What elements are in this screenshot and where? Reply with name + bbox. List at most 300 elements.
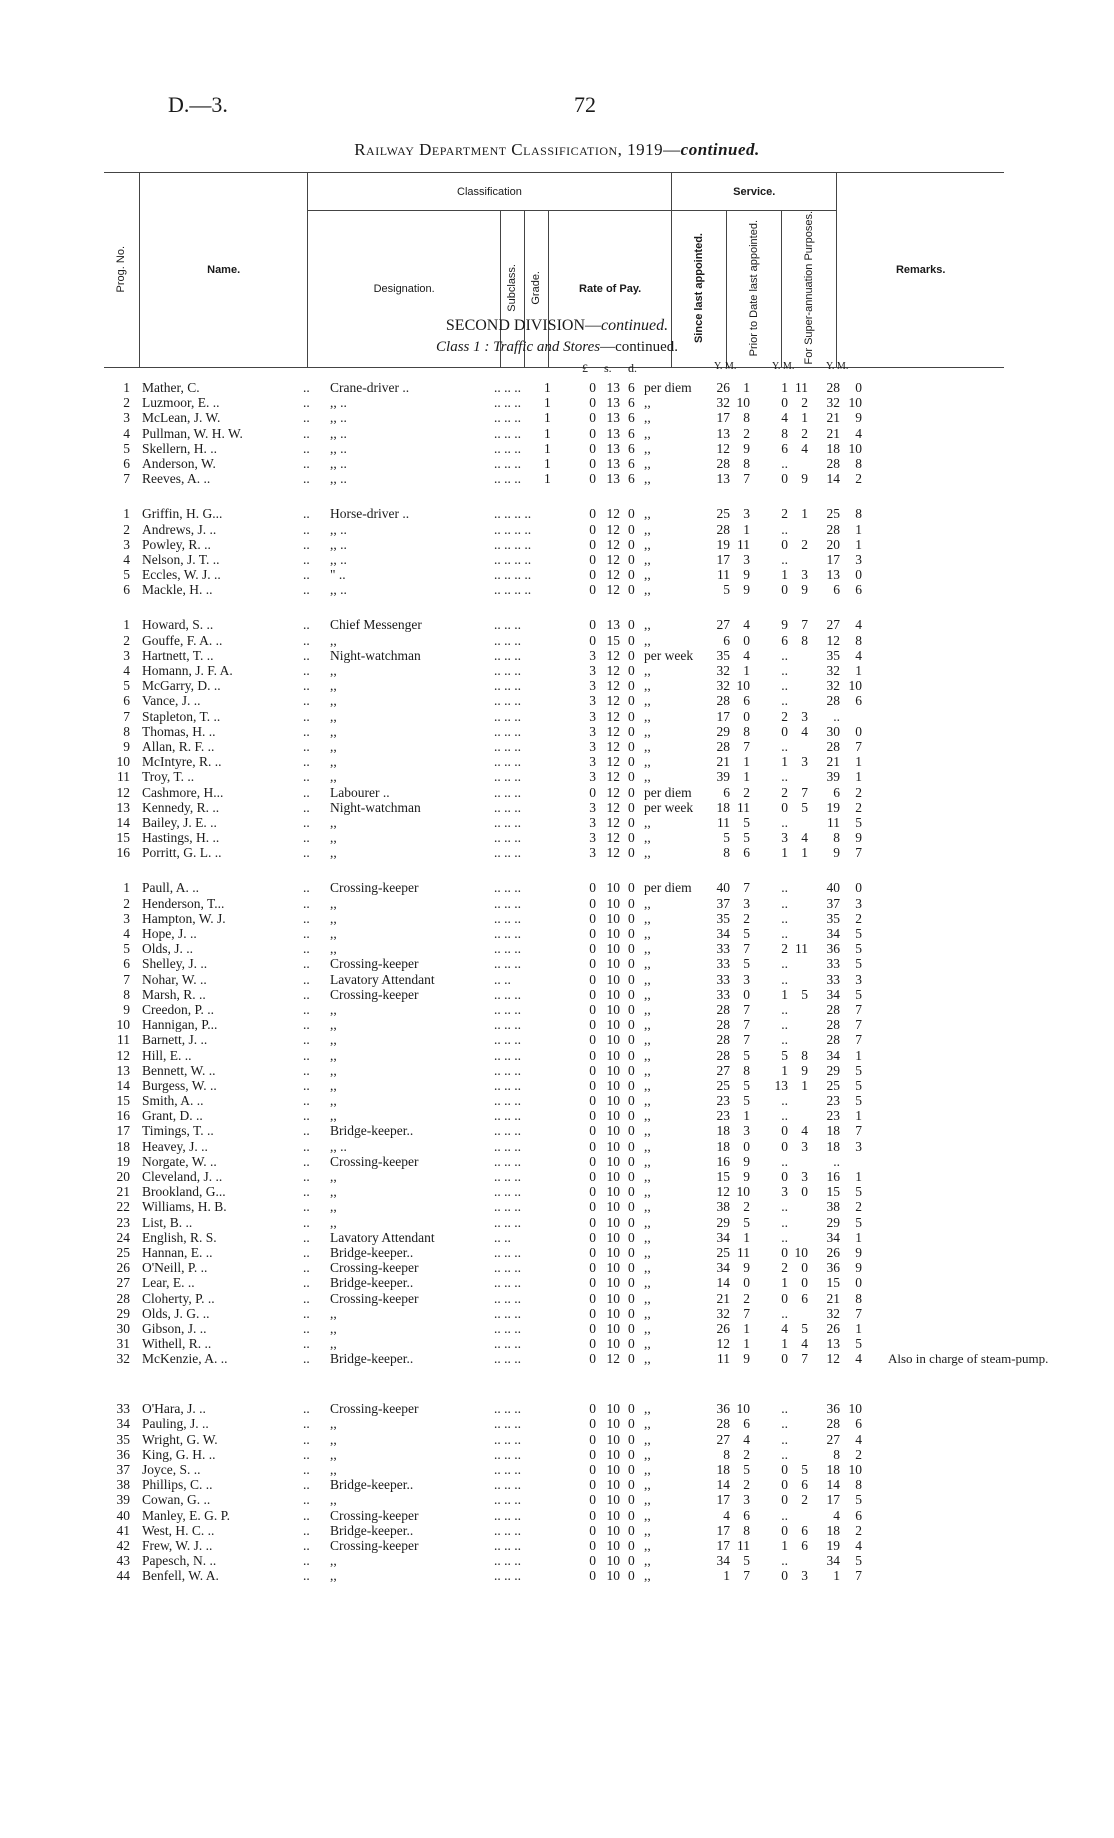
table-row (0, 633, 1114, 648)
rate-shillings: 10 (606, 1431, 620, 1447)
prog-no: 44 (116, 1568, 130, 1584)
leader-dots: .. .. .. (494, 1446, 521, 1462)
prog-no: 37 (116, 1462, 130, 1477)
since-years: 29 (716, 1214, 730, 1230)
since-months: 7 (743, 471, 750, 487)
prior-years: 4 (781, 410, 788, 426)
since-months: 11 (737, 1244, 750, 1260)
staff-name: Norgate, W. .. (142, 1153, 217, 1169)
prior-years: .. (781, 521, 788, 537)
prog-no: 17 (116, 1123, 130, 1139)
table-row (0, 1017, 1114, 1032)
since-months: 6 (743, 1507, 750, 1523)
header-since-last: Since last appointed. (672, 211, 727, 368)
table-row (0, 1447, 1114, 1462)
staff-name: Pauling, J. .. (142, 1416, 209, 1432)
rate-shillings: 12 (606, 830, 620, 846)
table-row (0, 395, 1114, 410)
prog-no: 43 (116, 1553, 130, 1569)
prog-no: 2 (123, 895, 130, 911)
super-months: 1 (855, 1229, 862, 1245)
prog-no: 5 (123, 678, 130, 694)
table-row (0, 426, 1114, 441)
rate-shillings: 10 (606, 1017, 620, 1033)
since-years: 17 (716, 1537, 730, 1553)
prior-years: 0 (781, 1244, 788, 1260)
since-years: 17 (716, 551, 730, 567)
table-row (0, 1538, 1114, 1553)
super-months: 6 (855, 693, 862, 709)
super-years: 36 (826, 1260, 840, 1276)
super-years: 33 (826, 971, 840, 987)
document-reference: D.—3. (168, 92, 228, 117)
prior-years: .. (781, 1507, 788, 1523)
leader-dots: .. (303, 1568, 310, 1584)
super-years: 17 (826, 551, 840, 567)
prog-no: 22 (116, 1199, 130, 1215)
rate-shillings: 12 (606, 799, 620, 815)
table-row (0, 1230, 1114, 1245)
designation: ,, (330, 1184, 337, 1200)
super-months: 10 (848, 395, 862, 411)
super-months: 9 (855, 410, 862, 426)
rate-shillings: 12 (606, 647, 620, 663)
leader-dots: .. .. (494, 1229, 511, 1245)
table-row (0, 1063, 1114, 1078)
super-years: 32 (826, 395, 840, 411)
prog-no: 33 (116, 1401, 130, 1417)
table-row (0, 941, 1114, 956)
leader-dots: .. .. .. (494, 723, 521, 739)
staff-name: Pullman, W. H. W. (142, 425, 243, 441)
rate-pounds: 0 (589, 1214, 596, 1230)
since-months: 1 (743, 754, 750, 770)
prior-years: 0 (781, 582, 788, 598)
rate-period: ,, (644, 1077, 651, 1093)
rate-pounds: 0 (589, 440, 596, 456)
rate-period: ,, (644, 1507, 651, 1523)
designation: Crossing-keeper (330, 956, 419, 972)
designation: ,, (330, 1214, 337, 1230)
super-years: 32 (826, 678, 840, 694)
leader-dots: .. .. .. (494, 910, 521, 926)
prior-months: 1 (801, 506, 808, 522)
prior-years: 1 (781, 1275, 788, 1291)
super-years: 34 (826, 1553, 840, 1569)
page-number: 72 (574, 92, 596, 117)
since-years: 21 (716, 1290, 730, 1306)
since-months: 3 (743, 1123, 750, 1139)
leader-dots: .. (303, 1169, 310, 1184)
since-months: 1 (743, 769, 750, 785)
super-years: 34 (826, 926, 840, 941)
super-months: 4 (855, 617, 862, 633)
leader-dots: .. (303, 926, 310, 941)
since-years: 28 (716, 738, 730, 754)
rate-shillings: 12 (606, 567, 620, 583)
super-years: 18 (826, 440, 840, 456)
rate-shillings: 10 (606, 941, 620, 957)
prior-years: 0 (781, 1351, 788, 1367)
prior-months: 1 (801, 1077, 808, 1093)
rate-period: ,, (644, 1017, 651, 1033)
rate-pounds: 0 (589, 1507, 596, 1523)
rate-pounds: 0 (589, 1401, 596, 1417)
rate-pounds: 0 (589, 895, 596, 911)
super-months: 10 (848, 440, 862, 456)
staff-name: Griffin, H. G... (142, 506, 223, 522)
staff-name: Reeves, A. .. (142, 471, 211, 487)
super-months: 0 (855, 380, 862, 395)
rate-pounds: 0 (589, 1047, 596, 1063)
leader-dots: .. .. .. (494, 814, 521, 830)
rate-pence: 0 (628, 910, 635, 926)
designation: ,, (330, 1077, 337, 1093)
leader-dots: .. .. .. (494, 799, 521, 815)
super-months: 3 (855, 971, 862, 987)
prior-years: 0 (781, 1123, 788, 1139)
prior-months: 7 (801, 1351, 808, 1367)
prog-no: 28 (116, 1290, 130, 1306)
super-months: 2 (855, 784, 862, 800)
super-months: 5 (855, 986, 862, 1002)
rate-shillings: 10 (606, 1320, 620, 1336)
leader-dots: .. .. .. (494, 1032, 521, 1048)
since-months: 3 (743, 895, 750, 911)
prog-no: 12 (116, 1047, 130, 1063)
super-years: 9 (833, 845, 840, 861)
leader-dots: .. (303, 799, 310, 815)
since-months: 8 (743, 723, 750, 739)
since-years: 34 (716, 1229, 730, 1245)
leader-dots: .. (303, 410, 310, 426)
rate-pounds: 0 (589, 1001, 596, 1017)
rate-pence: 0 (628, 1017, 635, 1033)
since-years: 35 (716, 647, 730, 663)
designation: Crossing-keeper (330, 1290, 419, 1306)
table-row (0, 1553, 1114, 1568)
rate-pounds: 3 (589, 769, 596, 785)
super-years: 16 (826, 1169, 840, 1184)
rate-period: ,, (644, 1477, 651, 1493)
staff-name: Smith, A. .. (142, 1093, 204, 1109)
rate-pounds: 0 (589, 971, 596, 987)
table-row (0, 1477, 1114, 1492)
since-months: 2 (743, 1290, 750, 1306)
table-row (0, 1508, 1114, 1523)
rate-period: ,, (644, 1244, 651, 1260)
prior-years: .. (781, 971, 788, 987)
since-years: 29 (716, 723, 730, 739)
leader-dots: .. .. .. (494, 1568, 521, 1584)
leader-dots: .. .. .. (494, 663, 521, 678)
prior-months: 5 (801, 986, 808, 1002)
table-row (0, 582, 1114, 597)
super-years: 12 (826, 1351, 840, 1367)
leader-dots: .. (303, 567, 310, 583)
rate-shillings: 10 (606, 1093, 620, 1109)
since-months: 5 (743, 830, 750, 846)
super-years: 28 (826, 521, 840, 537)
since-months: 3 (743, 551, 750, 567)
super-months: 1 (855, 521, 862, 537)
super-years: 28 (826, 1017, 840, 1033)
rate-shillings: 12 (606, 754, 620, 770)
rate-period: ,, (644, 1553, 651, 1569)
rate-period: ,, (644, 1093, 651, 1109)
staff-name: Skellern, H. .. (142, 440, 217, 456)
rate-pence: 6 (628, 395, 635, 411)
leader-dots: .. (303, 769, 310, 785)
rate-shillings: 13 (606, 471, 620, 487)
header-classification: Classification (307, 173, 671, 211)
leader-dots: .. (303, 986, 310, 1002)
super-months: 5 (855, 1184, 862, 1200)
rate-period: ,, (644, 769, 651, 785)
prior-years: 5 (781, 1047, 788, 1063)
rate-pounds: 0 (589, 1184, 596, 1200)
prior-years: .. (781, 738, 788, 754)
since-months: 3 (743, 1492, 750, 1508)
super-months: 4 (855, 1351, 862, 1367)
rate-pounds: 3 (589, 708, 596, 724)
designation: Night-watchman (330, 799, 421, 815)
leader-dots: .. (303, 1199, 310, 1215)
since-years: 11 (717, 814, 730, 830)
since-months: 4 (743, 617, 750, 633)
rate-shillings: 10 (606, 1244, 620, 1260)
designation: ,, (330, 1199, 337, 1215)
leader-dots: .. .. .. (494, 1108, 521, 1124)
rate-pounds: 0 (589, 1169, 596, 1184)
super-years: 28 (826, 1416, 840, 1432)
super-months: 2 (855, 1522, 862, 1538)
rate-period: ,, (644, 1522, 651, 1538)
since-years: 39 (716, 769, 730, 785)
since-years: 13 (716, 425, 730, 441)
since-months: 5 (743, 926, 750, 941)
designation: ,, (330, 1305, 337, 1321)
rate-pounds: 0 (589, 1446, 596, 1462)
rate-pence: 6 (628, 471, 635, 487)
leader-dots: .. (303, 1001, 310, 1017)
grade: 1 (544, 395, 551, 411)
prior-years: .. (781, 1032, 788, 1048)
since-months: 9 (743, 1153, 750, 1169)
table-row (0, 617, 1114, 632)
table-row (0, 926, 1114, 941)
rate-period: ,, (644, 1184, 651, 1200)
staff-name: Eccles, W. J. .. (142, 567, 221, 583)
prior-months: 2 (801, 425, 808, 441)
leader-dots: .. (303, 1477, 310, 1493)
grade: 1 (544, 380, 551, 395)
prior-years: .. (781, 1229, 788, 1245)
prog-no: 18 (116, 1138, 130, 1154)
rate-pounds: 0 (589, 395, 596, 411)
rate-period: ,, (644, 723, 651, 739)
rate-period: ,, (644, 663, 651, 678)
prior-years: .. (781, 1017, 788, 1033)
staff-group (0, 617, 1114, 860)
leader-dots: .. .. .. .. (494, 582, 532, 598)
designation: Horse-driver .. (330, 506, 410, 522)
rate-shillings: 10 (606, 1123, 620, 1139)
leader-dots: .. .. .. (494, 1260, 521, 1276)
leader-dots: .. .. .. (494, 395, 521, 411)
super-months: 8 (855, 506, 862, 522)
super-years: 18 (826, 1522, 840, 1538)
rate-shillings: 10 (606, 971, 620, 987)
rate-shillings: 10 (606, 1001, 620, 1017)
rate-pence: 0 (628, 1462, 635, 1477)
rate-pounds: 0 (589, 536, 596, 552)
table-row (0, 785, 1114, 800)
prog-no: 7 (123, 971, 130, 987)
rate-pence: 0 (628, 895, 635, 911)
since-months: 1 (743, 663, 750, 678)
rate-pounds: 0 (589, 1305, 596, 1321)
rate-shillings: 12 (606, 582, 620, 598)
prior-years: 0 (781, 1568, 788, 1584)
super-months: 9 (855, 1260, 862, 1276)
designation: ,, (330, 941, 337, 957)
rate-pence: 0 (628, 647, 635, 663)
rate-pounds: 0 (589, 1260, 596, 1276)
rate-period: ,, (644, 926, 651, 941)
rate-period: ,, (644, 1336, 651, 1352)
designation: ,, .. (330, 551, 347, 567)
leader-dots: .. (303, 678, 310, 694)
table-row (0, 1078, 1114, 1093)
since-years: 25 (716, 1244, 730, 1260)
rate-pence: 0 (628, 1275, 635, 1291)
grade: 1 (544, 455, 551, 471)
designation: Bridge-keeper.. (330, 1351, 414, 1367)
prior-years: .. (781, 1401, 788, 1417)
remark: Also in charge of steam-pump. (888, 1351, 1049, 1367)
prior-months: 2 (801, 1492, 808, 1508)
since-years: 32 (716, 395, 730, 411)
prior-years: .. (781, 1416, 788, 1432)
designation: ,, (330, 1568, 337, 1584)
staff-group (0, 1401, 1114, 1583)
rate-shillings: 10 (606, 956, 620, 972)
leader-dots: .. (303, 471, 310, 487)
designation: Bridge-keeper.. (330, 1123, 414, 1139)
super-years: 25 (826, 506, 840, 522)
table-row (0, 567, 1114, 582)
prior-years: 9 (781, 617, 788, 633)
designation: ,, .. (330, 1138, 347, 1154)
prog-no: 6 (123, 693, 130, 709)
prog-no: 20 (116, 1169, 130, 1184)
rate-pounds: 0 (589, 632, 596, 648)
prior-months: 6 (801, 1522, 808, 1538)
designation: ,, (330, 1093, 337, 1109)
super-years: 27 (826, 1431, 840, 1447)
rate-pounds: 0 (589, 425, 596, 441)
prog-no: 3 (123, 536, 130, 552)
super-months: 5 (855, 1492, 862, 1508)
table-row (0, 1154, 1114, 1169)
leader-dots: .. (303, 1062, 310, 1078)
designation: ,, (330, 738, 337, 754)
rate-pounds: 0 (589, 1320, 596, 1336)
rate-pounds: 0 (589, 1017, 596, 1033)
leader-dots: .. .. .. .. (494, 567, 532, 583)
rate-pence: 6 (628, 380, 635, 395)
rate-shillings: 15 (606, 632, 620, 648)
prog-no: 13 (116, 799, 130, 815)
super-years: 26 (826, 1244, 840, 1260)
super-years: 35 (826, 647, 840, 663)
prog-no: 6 (123, 582, 130, 598)
table-row (0, 1523, 1114, 1538)
super-months: 5 (855, 1336, 862, 1352)
rate-period: ,, (644, 830, 651, 846)
designation: ,, (330, 1017, 337, 1033)
super-years: 34 (826, 1229, 840, 1245)
super-years: 1 (833, 1568, 840, 1584)
table-row (0, 506, 1114, 521)
rate-shillings: 10 (606, 1077, 620, 1093)
designation: ,, (330, 1047, 337, 1063)
rate-pence: 0 (628, 986, 635, 1002)
designation: " .. (330, 567, 346, 583)
rate-pence: 0 (628, 1093, 635, 1109)
designation: ,, (330, 1462, 337, 1477)
prog-no: 1 (123, 380, 130, 395)
since-years: 8 (723, 845, 730, 861)
super-months: 1 (855, 754, 862, 770)
designation: ,, (330, 910, 337, 926)
rate-pounds: 3 (589, 647, 596, 663)
prog-no: 10 (116, 1017, 130, 1033)
rate-period: per week (644, 799, 694, 815)
since-years: 32 (716, 1305, 730, 1321)
rate-pence: 0 (628, 1568, 635, 1584)
since-months: 10 (736, 1401, 750, 1417)
staff-name: Heavey, J. .. (142, 1138, 208, 1154)
prog-no: 16 (116, 845, 130, 861)
staff-name: Nelson, J. T. .. (142, 551, 220, 567)
staff-name: Burgess, W. .. (142, 1077, 217, 1093)
since-months: 3 (743, 506, 750, 522)
rate-pounds: 3 (589, 845, 596, 861)
since-months: 7 (743, 941, 750, 957)
table-row (0, 896, 1114, 911)
designation: ,, (330, 1320, 337, 1336)
since-years: 8 (723, 1446, 730, 1462)
rate-pence: 0 (628, 1305, 635, 1321)
rate-pence: 0 (628, 1199, 635, 1215)
rate-pence: 0 (628, 582, 635, 598)
staff-name: Mather, C. (142, 380, 200, 395)
rate-pence: 6 (628, 410, 635, 426)
prior-months: 3 (801, 1138, 808, 1154)
rate-pounds: 3 (589, 663, 596, 678)
leader-dots: .. (303, 1507, 310, 1523)
rate-shillings: 12 (606, 521, 620, 537)
designation: ,, .. (330, 455, 347, 471)
rate-period: ,, (644, 617, 651, 633)
staff-name: Lear, E. .. (142, 1275, 195, 1291)
rate-shillings: 10 (606, 1537, 620, 1553)
prior-years: .. (781, 1431, 788, 1447)
prog-no: 14 (116, 1077, 130, 1093)
rate-pence: 0 (628, 1062, 635, 1078)
